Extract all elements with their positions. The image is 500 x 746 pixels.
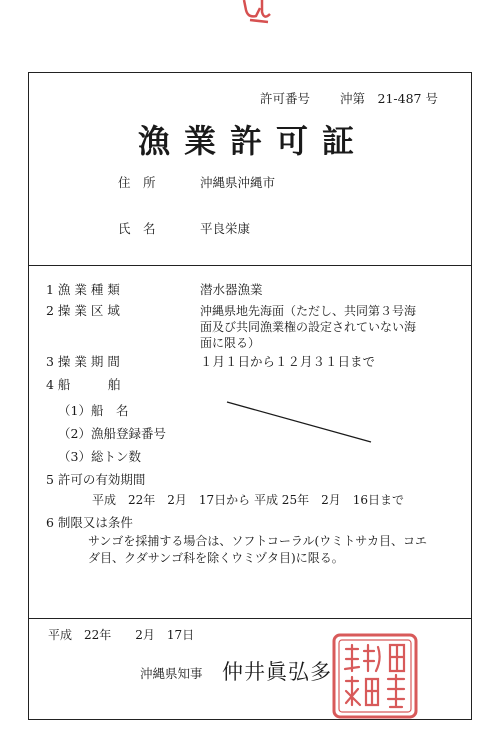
validity-label: 5 許可の有効期間 — [46, 472, 146, 487]
issuer-title: 沖縄県知事 — [140, 666, 203, 681]
certificate-frame — [28, 72, 472, 720]
document-title: 漁業許可証 — [138, 122, 369, 160]
name-value: 平良栄康 — [200, 221, 251, 236]
top-seal-fragment — [238, 0, 278, 26]
conditions-line-2: ダ目、クダサンゴ科を除くウミヅタ目)に限る。 — [88, 551, 344, 565]
operating-period-label: 3 操 業 期 間 — [46, 354, 120, 369]
address-label: 住 所 — [118, 175, 156, 190]
vessel-sub-name: （1）船 名 — [58, 403, 129, 418]
divider-top — [28, 265, 472, 266]
strike-line — [225, 398, 375, 448]
permit-number-label: 許可番号 — [260, 91, 311, 106]
name-label: 氏 名 — [118, 221, 156, 236]
operating-area-line-2: 面及び共同漁業権の設定されていない海 — [200, 320, 417, 334]
vessel-sub-registration: （2）漁船登録番号 — [58, 426, 166, 441]
fishery-type-value: 潜水器漁業 — [200, 282, 263, 297]
official-seal — [330, 631, 420, 721]
fishery-type-label: 1 漁 業 種 類 — [46, 282, 120, 297]
permit-number-value: 沖第 21-487 号 — [340, 91, 438, 106]
conditions-label: 6 制限又は条件 — [46, 515, 133, 530]
divider-bottom — [28, 618, 472, 619]
operating-area-line-1: 沖縄県地先海面（ただし、共同第３号海 — [200, 304, 417, 318]
conditions-line-1: サンゴを採捕する場合は、ソフトコーラル(ウミトサカ目、コエ — [88, 534, 428, 548]
validity-value: 平成 22年 2月 17日から 平成 25年 2月 16日まで — [92, 493, 404, 507]
operating-period-value: １月１日から１２月３１日まで — [200, 354, 376, 369]
operating-area-label: 2 操 業 区 域 — [46, 303, 120, 318]
vessel-sub-tonnage: （3）総トン数 — [58, 449, 141, 464]
address-value: 沖縄県沖縄市 — [200, 175, 276, 190]
operating-area-line-3: 面に限る） — [200, 336, 261, 350]
issue-date: 平成 22年 2月 17日 — [48, 628, 195, 642]
vessel-label: 4 船 舶 — [46, 377, 121, 392]
issuer-signature: 仲井眞弘多 — [222, 660, 332, 684]
